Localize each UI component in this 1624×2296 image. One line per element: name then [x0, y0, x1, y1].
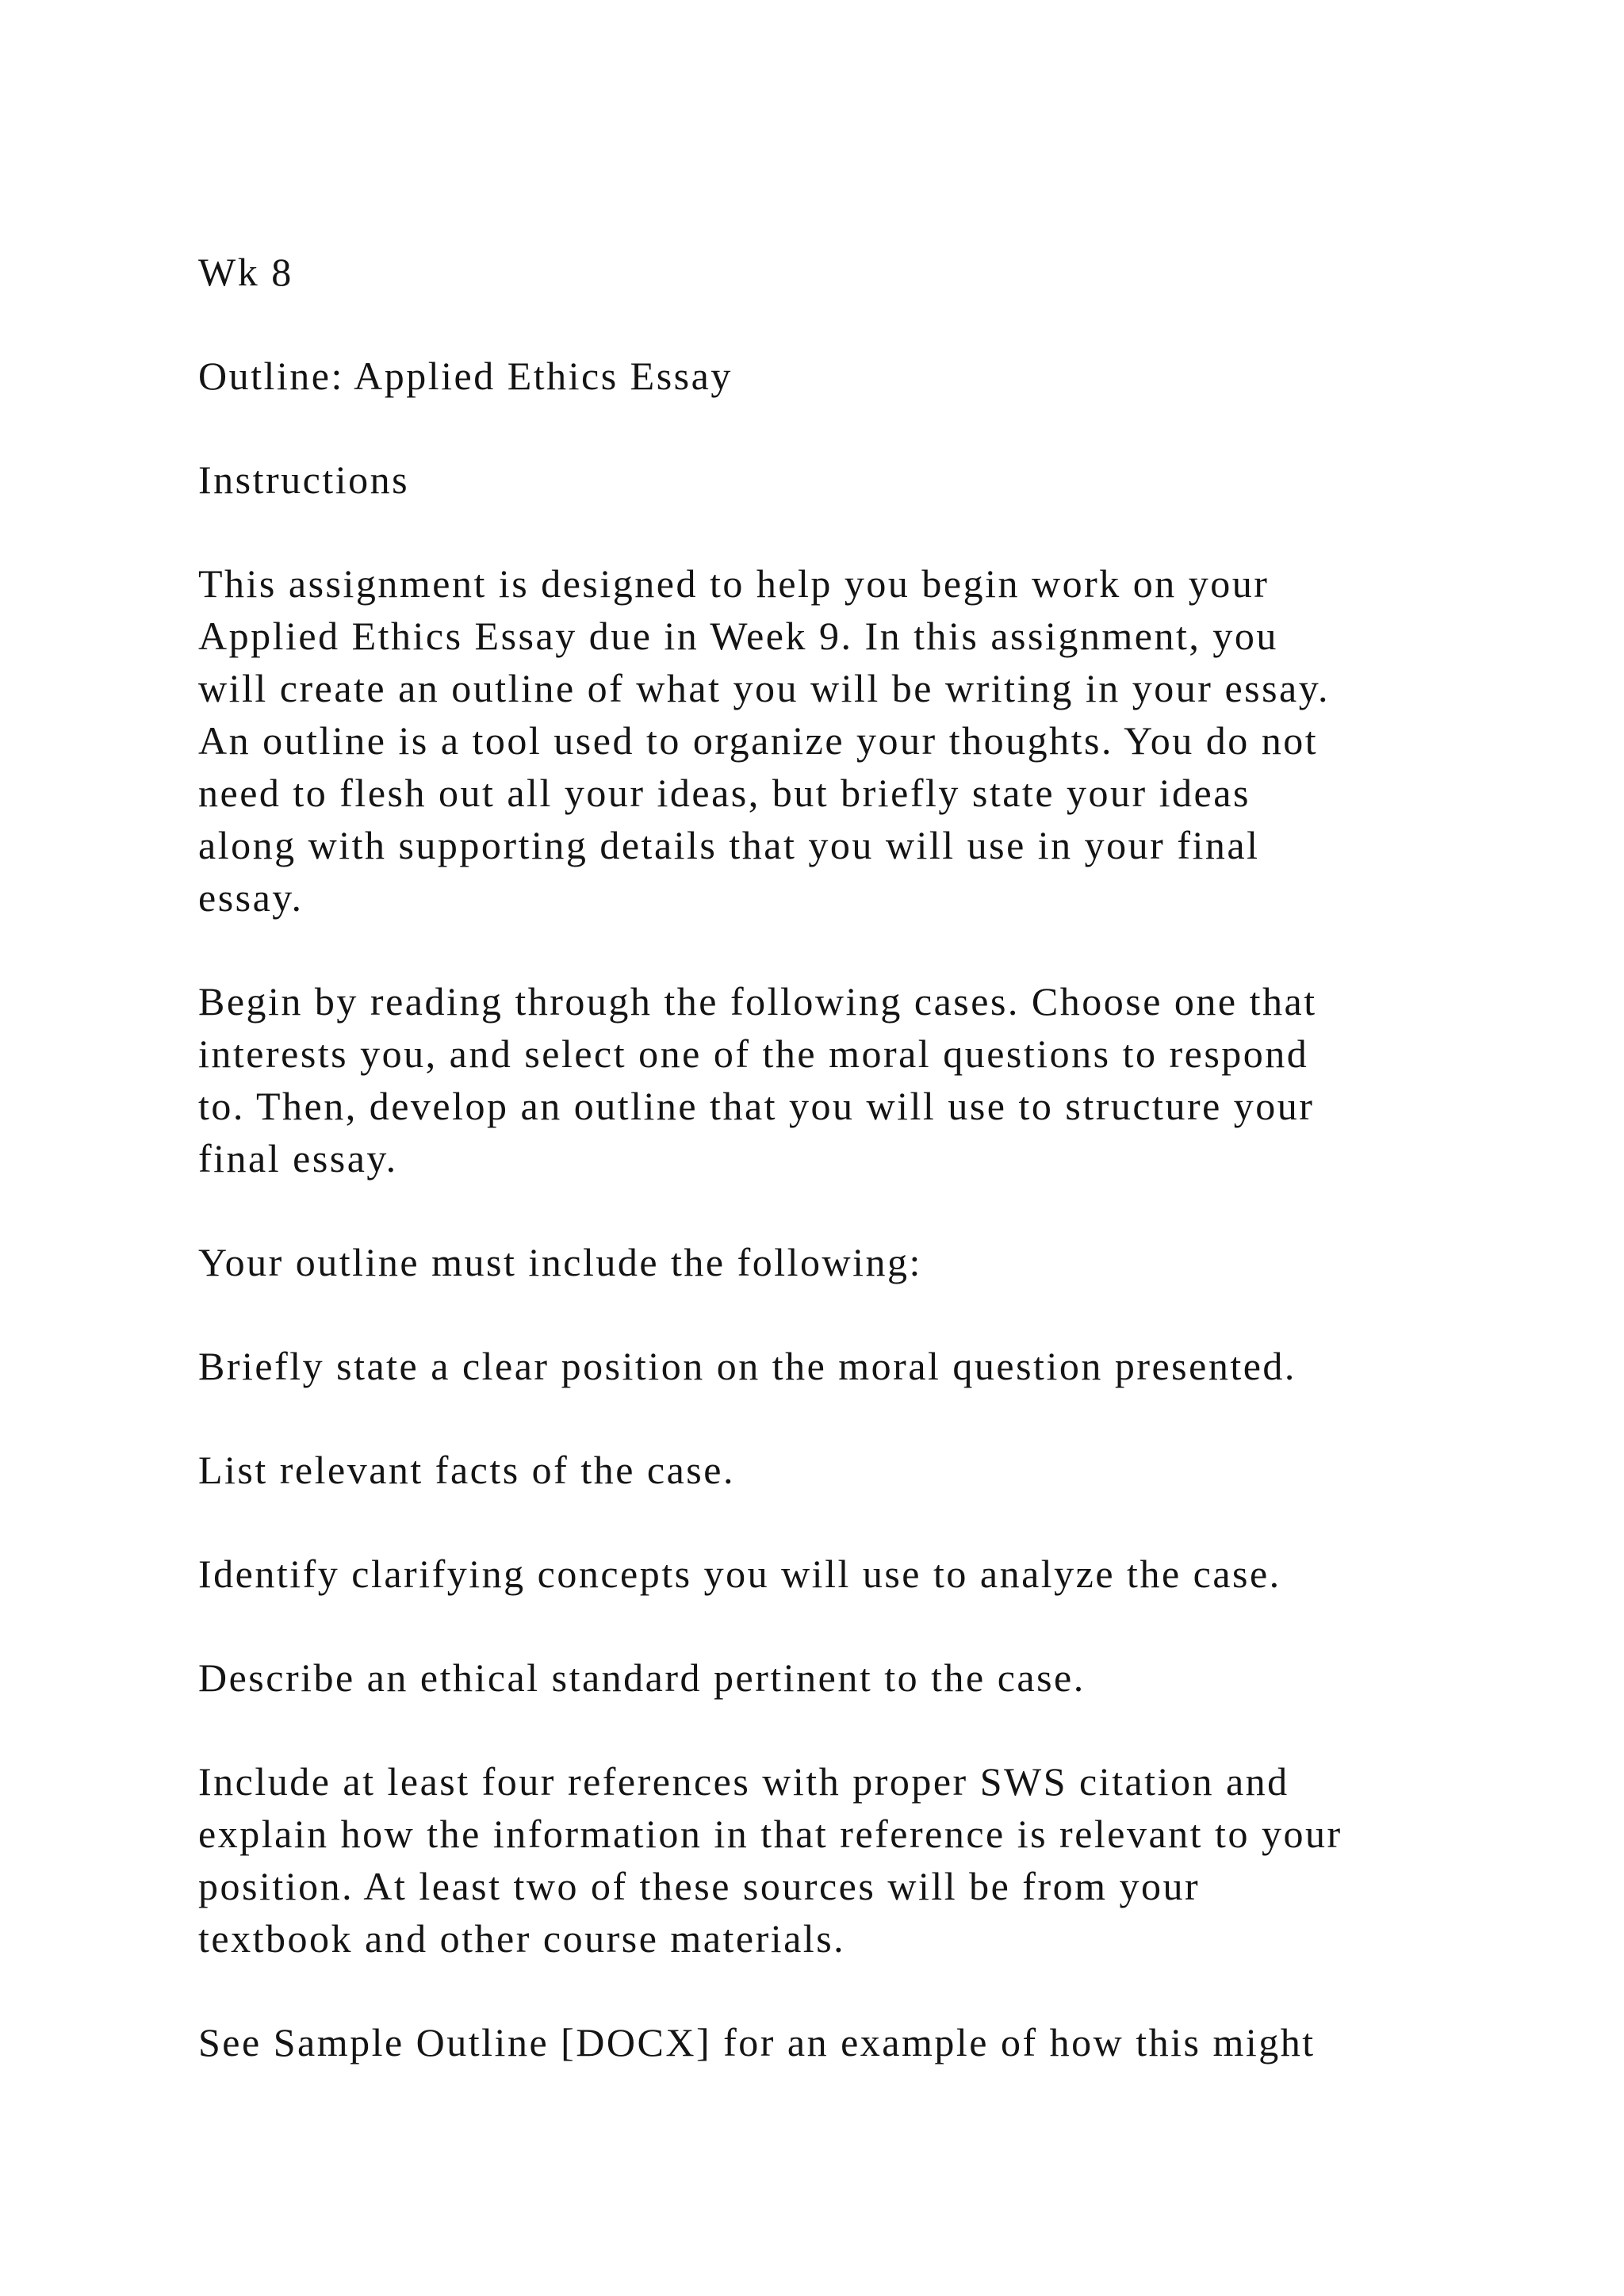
- requirement-references: Include at least four references with proper SWS citation and explain how the information in that reference is relevant to your position. At least two of these sources will be from your textbook and other course materials.: [198, 1759, 1342, 1961]
- paragraph-sample-outline: See Sample Outline [DOCX] for an example of how this might: [198, 2020, 1316, 2064]
- document-body: [198, 246, 1467, 2120]
- section-heading-instructions: Instructions: [198, 457, 410, 502]
- requirement-position: Briefly state a clear position on the moral question presented.: [198, 1344, 1297, 1388]
- paragraph-cases: Begin by reading through the following cases. Choose one that interests you, and select one of the moral questions to respond to. Then, develop an outline that you will use to structure your final essay.: [198, 979, 1317, 1181]
- document-title: Outline: Applied Ethics Essay: [198, 354, 733, 398]
- requirement-concepts: Identify clarifying concepts you will use to analyze the case.: [198, 1552, 1281, 1596]
- week-label: Wk 8: [198, 250, 293, 294]
- requirement-ethical-standard: Describe an ethical standard pertinent to the case.: [198, 1655, 1086, 1700]
- requirement-facts: List relevant facts of the case.: [198, 1448, 735, 1492]
- paragraph-requirements-intro: Your outline must include the following:: [198, 1240, 922, 1284]
- paragraph-intro: This assignment is designed to help you begin work on your Applied Ethics Essay due in Week 9. In this assignment, you will create an outline of what you will be writing in your essay. An outline is a tool used to organize your thoughts. You do not need to flesh out all your ideas, but briefly state your ideas along with supporting details that you will use in your final essay.: [198, 561, 1331, 920]
